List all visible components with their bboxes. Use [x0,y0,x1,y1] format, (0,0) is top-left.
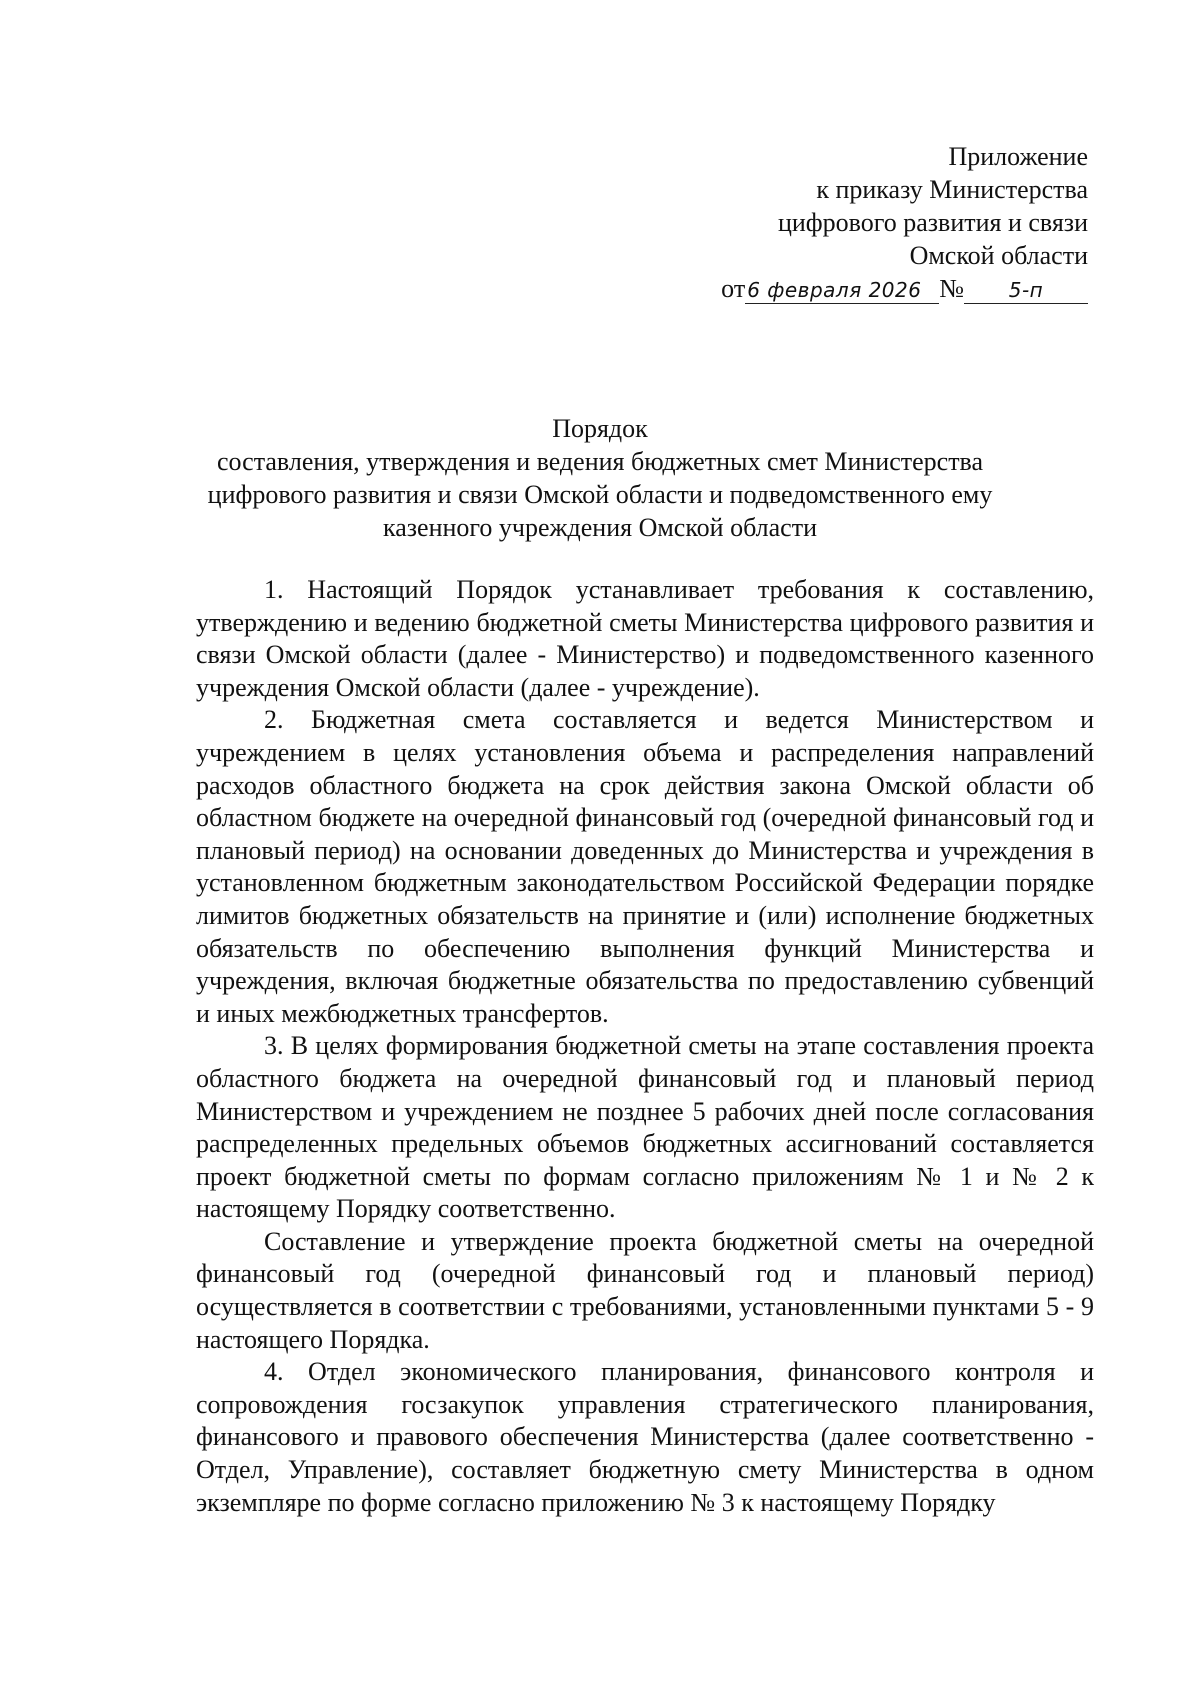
document-body [196,574,1094,1519]
paragraph-3: 3. В целях формирования бюджетной сметы на этапе составления проекта областного бюджета на очередной финансовый год и плановый период Министерством и учреждением не позднее 5 рабочих дней после согласования распределенных предельных объемов бюджетных ассигнований составляется проект бюджетной сметы по формам согласно приложениям № 1 и № 2 к настоящему Порядку соответственно. [196,1031,1094,1224]
handwritten-number: 5-п [1008,278,1044,302]
number-field [964,276,1088,304]
paragraph-2: 2. Бюджетная смета составляется и ведется Министерством и учреждением в целях установления объема и распределения направлений расходов областного бюджета на срок действия закона Омской области об областном бюджете на очередной финансовый год (очередной финансовый год и плановый период) на основании доведенных до Министерства и учреждения в установленном бюджетным законодательством Российской Федерации порядке лимитов бюджетных обязательств на принятие и (или) исполнение бюджетных обязательств по обеспечению выполнения функций Министерства и учреждения, включая бюджетные обязательства по предоставлению субвенций и иных межбюджетных трансфертов. [196,705,1094,1028]
title-heading: Порядок [552,414,648,443]
appendix-header [721,140,1088,305]
title-line: цифрового развития и связи Омской области и подведомственного ему [207,480,993,509]
title-line: составления, утверждения и ведения бюджетных смет Министерства [216,447,984,476]
paragraph-3-continued: Составление и утверждение проекта бюджетной сметы на очередной финансовый год (очередной финансовый год и плановый период) осуществляется в соответствии с требованиями, установленными пунктами 5 - 9 настоящего Порядка. [196,1226,1094,1354]
appendix-line: Омской области [909,241,1088,270]
appendix-line: к приказу Министерства [816,175,1088,204]
document-title [150,412,1050,544]
appendix-line: цифрового развития и связи [777,208,1088,237]
paragraph-4: 4. Отдел экономического планирования, финансового контроля и сопровождения госзакупок управления стратегического планирования, финансового и правового обеспечения Министерства (далее соответственно - Отдел, Управление), составляет бюджетную смету Министерства в одном экземпляре по форме согласно приложению № 3 к настоящему Порядку [196,1357,1094,1517]
date-field [745,276,939,304]
handwritten-date: 6 февраля 2026 [747,278,922,302]
date-prefix: от [721,274,746,303]
order-date-number-line [721,272,1088,305]
appendix-line: Приложение [948,142,1088,171]
paragraph-1: 1. Настоящий Порядок устанавливает требования к составлению, утверждению и ведению бюджетной сметы Министерства цифрового развития и связи Омской области (далее - Министерство) и подведомственного казенного учреждения Омской области (далее - учреждение). [196,575,1094,702]
number-prefix: № [939,274,964,303]
title-line: казенного учреждения Омской области [383,513,817,542]
